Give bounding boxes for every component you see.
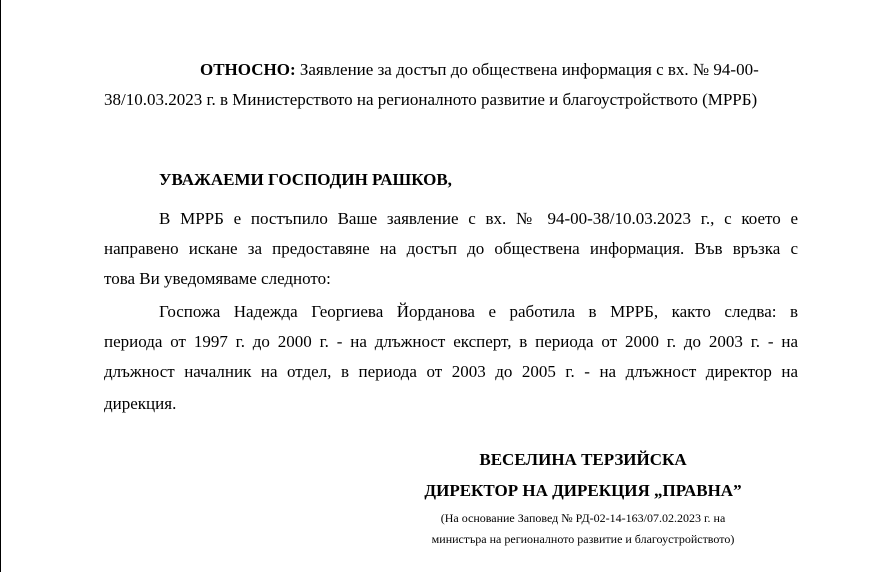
subject-line-2 <box>104 89 757 111</box>
paragraph2-line-4: дирекция. <box>104 394 177 413</box>
signatory-name: ВЕСЕЛИНА ТЕРЗИЙСКА <box>479 450 687 469</box>
paragraph1-line-3: това Ви уведомяваме следното: <box>104 269 331 288</box>
paragraph2-line-3: длъжност началник на отдел, в периода от 2003 до 2005 г. - на длъжност директор на <box>104 362 798 381</box>
paragraph2-line-2: периода от 1997 г. до 2000 г. - на длъжност експерт, в периода от 2000 г. до 2003 г. - на <box>104 332 798 351</box>
paragraph2-line-1: Госпожа Надежда Георгиева Йорданова е работила в МРРБ, както следва: в <box>159 302 798 321</box>
page-left-border <box>0 0 1 572</box>
salutation: УВАЖАЕМИ ГОСПОДИН РАШКОВ, <box>159 170 452 189</box>
signature-basis-line-2: министъра на регионалното развитие и благоустройството) <box>431 532 735 546</box>
signatory-position: ДИРЕКТОР НА ДИРЕКЦИЯ „ПРАВНА” <box>424 481 742 500</box>
subject-label: ОТНОСНО: <box>200 60 296 79</box>
subject-line-1 <box>200 59 759 81</box>
paragraph1-line-2: направено искане за предоставяне на достъп до обществена информация. Във връзка с <box>104 239 798 258</box>
signature-basis-line-1: (На основание Заповед № РД-02-14-163/07.02.2023 г. на <box>440 511 726 525</box>
paragraph1-line-1: В МРРБ е постъпило Ваше заявление с вх. № 94-00-38/10.03.2023 г., с което е <box>159 209 798 228</box>
subject-text-line-2: 38/10.03.2023 г. в Министерството на регионалното развитие и благоустройството (МРРБ) <box>104 90 758 109</box>
subject-text-line-1: Заявление за достъп до обществена информация с вх. № 94-00- <box>299 60 759 79</box>
